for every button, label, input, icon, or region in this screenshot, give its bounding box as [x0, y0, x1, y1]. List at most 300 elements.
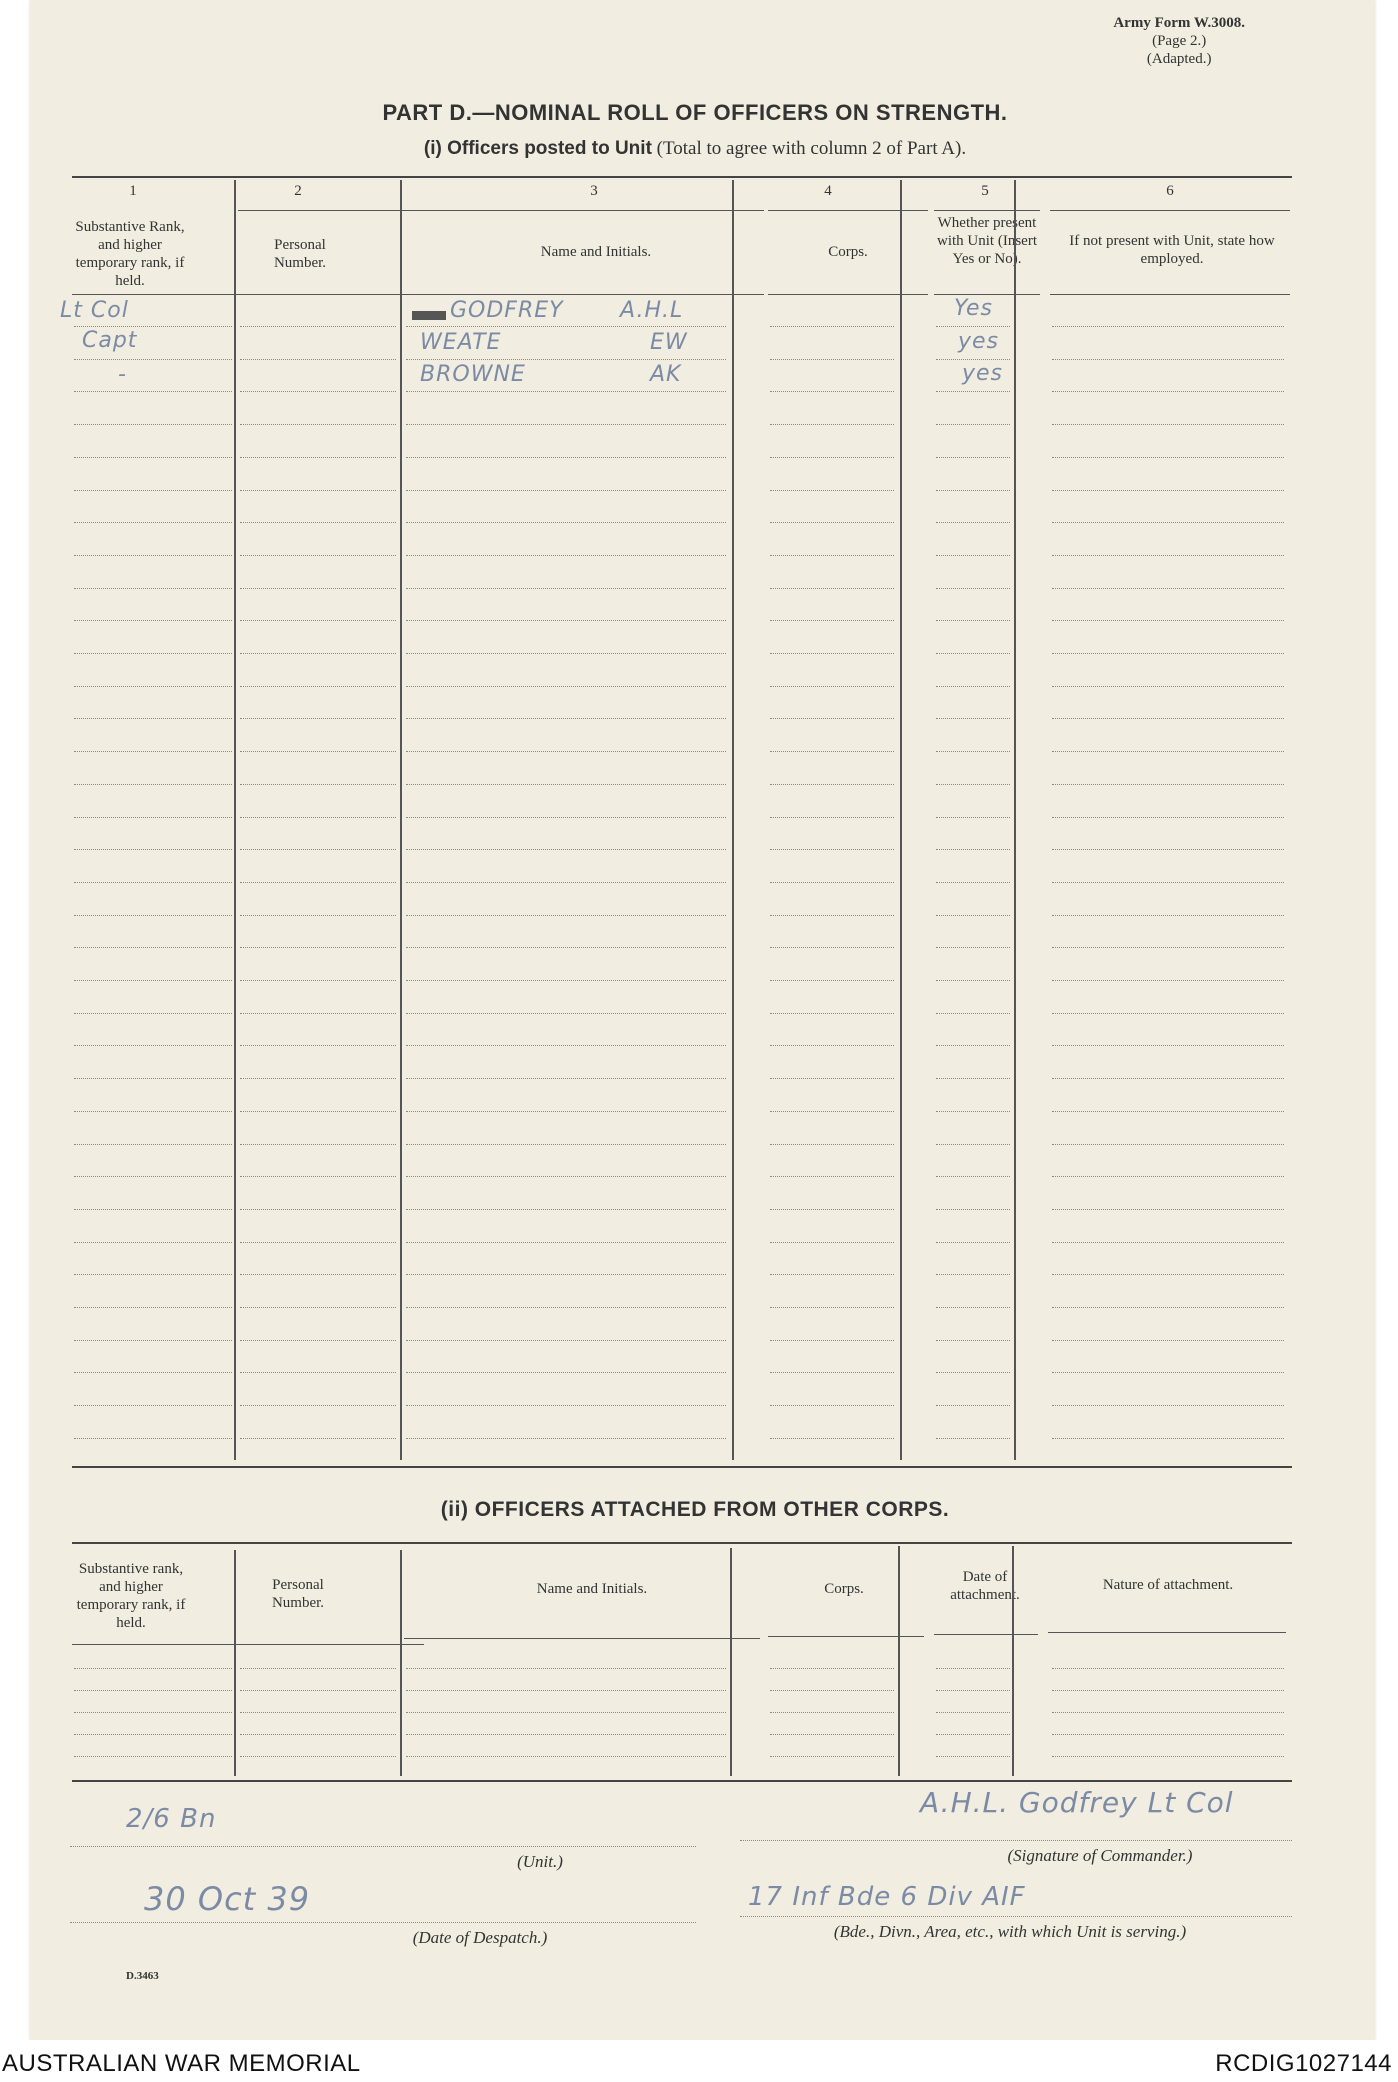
entry-1-present: Yes [954, 296, 994, 321]
ruled-line [1052, 522, 1284, 523]
ruled-line [1052, 686, 1284, 687]
ruled-line [74, 1438, 232, 1439]
ruled-line [406, 457, 726, 458]
ruled-line [1052, 1209, 1284, 1210]
ruled-line [1052, 555, 1284, 556]
ruled-line [1052, 980, 1284, 981]
t2-header-corps: Corps. [824, 1581, 864, 1597]
ruled-line [74, 980, 232, 981]
ruled-line [770, 620, 894, 621]
ruled-line [936, 1209, 1010, 1210]
ruled-line [770, 653, 894, 654]
col-number-3: 3 [590, 183, 598, 199]
ruled-line [1052, 1340, 1284, 1341]
ruled-line [74, 1078, 232, 1079]
ruled-line [936, 947, 1010, 948]
t2-column-divider [898, 1546, 900, 1776]
ruled-line [770, 359, 894, 360]
ruled-line [74, 1690, 232, 1691]
ruled-line [936, 1372, 1010, 1373]
ruled-line [74, 1756, 232, 1757]
ruled-line [240, 1274, 396, 1275]
ruled-line [936, 1242, 1010, 1243]
ruled-line [1052, 1242, 1284, 1243]
ruled-line [936, 1144, 1010, 1145]
header-personal-number: Personal Number. [273, 237, 327, 271]
ruled-line [1052, 326, 1284, 327]
ruled-line [74, 1111, 232, 1112]
column-divider [400, 180, 402, 1460]
ruled-line [406, 522, 726, 523]
ruled-line [240, 457, 396, 458]
ruled-line [240, 915, 396, 916]
ruled-line [240, 555, 396, 556]
archive-id: RCDIG1027144 [1215, 2050, 1392, 2077]
ruled-line [770, 882, 894, 883]
ruled-line [240, 1307, 396, 1308]
ruled-line [936, 1274, 1010, 1275]
ruled-line [74, 620, 232, 621]
ruled-line [240, 882, 396, 883]
header-bottom-rule [1050, 294, 1290, 295]
ruled-line [770, 915, 894, 916]
table1-bottom-rule [72, 1466, 1292, 1468]
column-divider [732, 180, 734, 1460]
t2-header-bottom-rule [1048, 1632, 1286, 1633]
ruled-line [1052, 1045, 1284, 1046]
ruled-line [406, 1209, 726, 1210]
ruled-line [74, 882, 232, 883]
entry-1-initials: A.H.L [620, 298, 684, 323]
ruled-line [770, 751, 894, 752]
ruled-line [74, 457, 232, 458]
ruled-line [406, 1078, 726, 1079]
ruled-line [1052, 1690, 1284, 1691]
unit-value: 2/6 Bn [126, 1804, 217, 1834]
ruled-line [406, 915, 726, 916]
ruled-line [406, 424, 726, 425]
bde-label: (Bde., Divn., Area, etc., with which Unit is serving.) [833, 1922, 1187, 1941]
ruled-line [74, 1045, 232, 1046]
ruled-line [406, 1756, 726, 1757]
archive-name: AUSTRALIAN WAR MEMORIAL [2, 2050, 361, 2077]
t2-header-bottom-rule [404, 1638, 760, 1639]
ruled-line [240, 849, 396, 850]
ruled-line [406, 1438, 726, 1439]
ruled-line [936, 457, 1010, 458]
ruled-line [240, 1712, 396, 1713]
t2-header-bottom-rule [238, 1644, 424, 1645]
ruled-line [770, 980, 894, 981]
ruled-line [770, 686, 894, 687]
ruled-line [240, 1690, 396, 1691]
col-number-rule [1050, 210, 1290, 211]
header-rank: Substantive Rank, and higher temporary rank, if held. [75, 219, 185, 289]
ruled-line [770, 457, 894, 458]
entry-1-rank: Lt Col [60, 298, 129, 323]
ruled-line [240, 588, 396, 589]
ruled-line [1052, 424, 1284, 425]
ruled-line [74, 915, 232, 916]
t2-header-name: Name and Initials. [536, 1581, 648, 1597]
struck-out-mark [412, 311, 446, 320]
ruled-line [74, 784, 232, 785]
ruled-line [240, 1176, 396, 1177]
ruled-line [1052, 359, 1284, 360]
ruled-line [74, 653, 232, 654]
column-divider [1014, 180, 1016, 1460]
ruled-line [936, 817, 1010, 818]
ruled-line [936, 849, 1010, 850]
ruled-line [74, 1405, 232, 1406]
header-present: Whether present with Unit (Insert Yes or No). [937, 215, 1037, 267]
commander-signature: A.H.L. Godfrey Lt Col [920, 1786, 1234, 1819]
ruled-line [936, 424, 1010, 425]
ruled-line [74, 1712, 232, 1713]
ruled-line [240, 1340, 396, 1341]
ruled-line [240, 620, 396, 621]
ruled-line [936, 686, 1010, 687]
unit-label: (Unit.) [517, 1852, 563, 1871]
col-number-rule [934, 210, 1040, 211]
date-line [70, 1922, 696, 1923]
ruled-line [770, 1690, 894, 1691]
ruled-line [74, 1242, 232, 1243]
ruled-line [1052, 915, 1284, 916]
ruled-line [406, 1734, 726, 1735]
ruled-line [936, 391, 1010, 392]
ruled-line [74, 1372, 232, 1373]
ruled-line [74, 1274, 232, 1275]
ruled-line [1052, 1078, 1284, 1079]
col-number-2: 2 [294, 183, 302, 199]
col-number-rule [404, 210, 764, 211]
entry-2-initials: EW [650, 330, 688, 355]
ruled-line [74, 588, 232, 589]
archive-footer [0, 2040, 1398, 2082]
ruled-line [74, 1668, 232, 1669]
ruled-line [936, 882, 1010, 883]
ruled-line [1052, 1111, 1284, 1112]
ruled-line [770, 849, 894, 850]
ruled-line [406, 1668, 726, 1669]
entry-2-rank: Capt [82, 328, 138, 353]
ruled-line [240, 784, 396, 785]
header-employment: If not present with Unit, state how employed. [1069, 233, 1275, 267]
ruled-line [770, 1734, 894, 1735]
ruled-line [406, 817, 726, 818]
section1-title-bold: (i) Officers posted to Unit [423, 138, 652, 159]
t2-column-divider [400, 1550, 402, 1776]
ruled-line [1052, 490, 1284, 491]
ruled-line [1052, 457, 1284, 458]
ruled-line [74, 391, 232, 392]
ruled-line [1052, 1144, 1284, 1145]
ruled-line [406, 751, 726, 752]
ruled-line [240, 686, 396, 687]
ruled-line [1052, 588, 1284, 589]
col-number-1: 1 [129, 183, 137, 199]
ruled-line [240, 718, 396, 719]
form-page-number: (Page 2.) [1152, 33, 1207, 49]
ruled-line [74, 686, 232, 687]
ruled-line [74, 751, 232, 752]
header-bottom-rule [404, 294, 764, 295]
ruled-line [770, 1438, 894, 1439]
ruled-line [936, 1078, 1010, 1079]
ruled-line [74, 1340, 232, 1341]
ruled-line [74, 718, 232, 719]
t2-column-divider [1012, 1546, 1014, 1776]
ruled-line [770, 1712, 894, 1713]
ruled-line [770, 1307, 894, 1308]
t2-header-personal-number: Personal Number. [271, 1577, 325, 1611]
table2-bottom-rule [72, 1780, 1292, 1782]
ruled-line [1052, 1734, 1284, 1735]
ruled-line [770, 1756, 894, 1757]
ruled-line [406, 882, 726, 883]
ruled-line [240, 1078, 396, 1079]
ruled-line [770, 522, 894, 523]
section1-title [30, 138, 1360, 160]
ruled-line [74, 1144, 232, 1145]
page-title: PART D.—NOMINAL ROLL OF OFFICERS ON STRENGTH. [382, 100, 1008, 125]
ruled-line [936, 784, 1010, 785]
ruled-line [936, 1176, 1010, 1177]
ruled-line [74, 424, 232, 425]
ruled-line [240, 947, 396, 948]
col-number-6: 6 [1166, 183, 1174, 199]
ruled-line [1052, 817, 1284, 818]
ruled-line [406, 1111, 726, 1112]
ruled-line [406, 1690, 726, 1691]
ruled-line [936, 915, 1010, 916]
ruled-line [770, 391, 894, 392]
ruled-line [240, 522, 396, 523]
header-bottom-rule [934, 294, 1040, 295]
ruled-line [1052, 1756, 1284, 1757]
ruled-line [240, 653, 396, 654]
ruled-line [770, 1209, 894, 1210]
entry-2-present: yes [958, 329, 1000, 354]
ruled-line [936, 1668, 1010, 1669]
ruled-line [240, 1045, 396, 1046]
ruled-line [406, 1013, 726, 1014]
header-name: Name and Initials. [540, 244, 652, 260]
commander-line [740, 1840, 1292, 1841]
ruled-line [240, 391, 396, 392]
ruled-line [74, 849, 232, 850]
column-divider [234, 180, 236, 1460]
ruled-line [936, 555, 1010, 556]
ruled-line [936, 1307, 1010, 1308]
ruled-line [770, 588, 894, 589]
ruled-line [240, 1734, 396, 1735]
ruled-line [1052, 751, 1284, 752]
ruled-line [936, 1712, 1010, 1713]
ruled-line [406, 784, 726, 785]
ruled-line [936, 718, 1010, 719]
ruled-line [770, 817, 894, 818]
ruled-line [936, 1756, 1010, 1757]
ruled-line [240, 751, 396, 752]
form-page [30, 0, 1375, 2040]
form-number: Army Form W.3008. [1113, 15, 1245, 31]
ruled-line [936, 1013, 1010, 1014]
ruled-line [1052, 1712, 1284, 1713]
ruled-line [406, 1307, 726, 1308]
date-value: 30 Oct 39 [144, 1880, 311, 1918]
t2-column-divider [730, 1548, 732, 1776]
entry-3-rank: - [118, 362, 127, 387]
ruled-line [770, 1144, 894, 1145]
ruled-line [74, 1307, 232, 1308]
ruled-line [770, 1176, 894, 1177]
ruled-line [1052, 620, 1284, 621]
ruled-line [240, 1144, 396, 1145]
ruled-line [936, 1111, 1010, 1112]
ruled-line [770, 424, 894, 425]
ruled-line [74, 555, 232, 556]
ruled-line [406, 490, 726, 491]
ruled-line [406, 1144, 726, 1145]
ruled-line [74, 359, 232, 360]
ruled-line [770, 490, 894, 491]
ruled-line [74, 817, 232, 818]
ruled-line [1052, 718, 1284, 719]
ruled-line [1052, 849, 1284, 850]
ruled-line [240, 490, 396, 491]
ruled-line [406, 849, 726, 850]
ruled-line [74, 490, 232, 491]
section1-title-note: (Total to agree with column 2 of Part A). [651, 138, 967, 159]
ruled-line [406, 686, 726, 687]
unit-line [70, 1846, 696, 1847]
ruled-line [770, 1405, 894, 1406]
ruled-line [1052, 882, 1284, 883]
ruled-line [406, 1712, 726, 1713]
ruled-line [240, 1405, 396, 1406]
ruled-line [240, 1756, 396, 1757]
ruled-line [74, 1734, 232, 1735]
ruled-line [1052, 653, 1284, 654]
ruled-line [770, 1340, 894, 1341]
ruled-line [406, 947, 726, 948]
ruled-line [406, 359, 726, 360]
ruled-line [1052, 947, 1284, 948]
ruled-line [936, 1438, 1010, 1439]
col-number-rule [768, 210, 928, 211]
ruled-line [406, 1340, 726, 1341]
ruled-line [936, 1340, 1010, 1341]
ruled-line [406, 1176, 726, 1177]
ruled-line [770, 947, 894, 948]
ruled-line [406, 1274, 726, 1275]
ruled-line [406, 1045, 726, 1046]
entry-3-name: BROWNE [420, 362, 526, 387]
ruled-line [1052, 391, 1284, 392]
ruled-line [74, 326, 232, 327]
ruled-line [770, 326, 894, 327]
ruled-line [1052, 1307, 1284, 1308]
t2-header-date: Date of attachment. [950, 1569, 1020, 1603]
date-label: (Date of Despatch.) [412, 1928, 548, 1947]
ruled-line [406, 391, 726, 392]
ruled-line [770, 1668, 894, 1669]
ruled-line [936, 751, 1010, 752]
ruled-line [770, 718, 894, 719]
ruled-line [936, 326, 1010, 327]
ruled-line [240, 1209, 396, 1210]
ruled-line [936, 1690, 1010, 1691]
ruled-line [406, 653, 726, 654]
ruled-line [936, 588, 1010, 589]
ruled-line [240, 1013, 396, 1014]
column-divider [900, 180, 902, 1460]
table2-top-rule [72, 1542, 1292, 1544]
ruled-line [936, 653, 1010, 654]
entry-1-name: GODFREY [450, 298, 564, 323]
bde-value: 17 Inf Bde 6 Div AIF [748, 1882, 1026, 1912]
ruled-line [240, 1242, 396, 1243]
ruled-line [74, 522, 232, 523]
table1-top-rule [72, 176, 1292, 178]
ruled-line [1052, 1013, 1284, 1014]
ruled-line [770, 1111, 894, 1112]
ruled-line [74, 1176, 232, 1177]
t2-header-bottom-rule [934, 1634, 1038, 1635]
ruled-line [1052, 1405, 1284, 1406]
entry-2-name: WEATE [420, 330, 502, 355]
section2-title: (ii) OFFICERS ATTACHED FROM OTHER CORPS. [440, 1498, 950, 1521]
ruled-line [240, 424, 396, 425]
form-reference [1113, 14, 1245, 68]
header-corps: Corps. [828, 244, 868, 260]
ruled-line [240, 326, 396, 327]
ruled-line [770, 1045, 894, 1046]
ruled-line [1052, 1438, 1284, 1439]
ruled-line [74, 1013, 232, 1014]
ruled-line [770, 1372, 894, 1373]
ruled-line [936, 1405, 1010, 1406]
ruled-line [1052, 1176, 1284, 1177]
commander-label: (Signature of Commander.) [1007, 1846, 1193, 1865]
ruled-line [406, 1242, 726, 1243]
ruled-line [1052, 1668, 1284, 1669]
ruled-line [240, 1668, 396, 1669]
ruled-line [936, 620, 1010, 621]
bde-line [740, 1916, 1292, 1917]
ruled-line [936, 1734, 1010, 1735]
ruled-line [770, 1078, 894, 1079]
col-number-4: 4 [824, 183, 832, 199]
ruled-line [74, 947, 232, 948]
t2-header-rank: Substantive rank, and higher temporary rank, if held. [76, 1561, 186, 1631]
ruled-line [770, 784, 894, 785]
ruled-line [240, 359, 396, 360]
t2-column-divider [234, 1550, 236, 1776]
print-code: D.3463 [126, 1970, 159, 1982]
ruled-line [1052, 1372, 1284, 1373]
t2-header-bottom-rule [768, 1636, 924, 1637]
ruled-line [936, 359, 1010, 360]
ruled-line [240, 817, 396, 818]
ruled-line [770, 1242, 894, 1243]
ruled-line [406, 326, 726, 327]
ruled-line [240, 1111, 396, 1112]
ruled-line [936, 522, 1010, 523]
col-number-5: 5 [981, 183, 989, 199]
